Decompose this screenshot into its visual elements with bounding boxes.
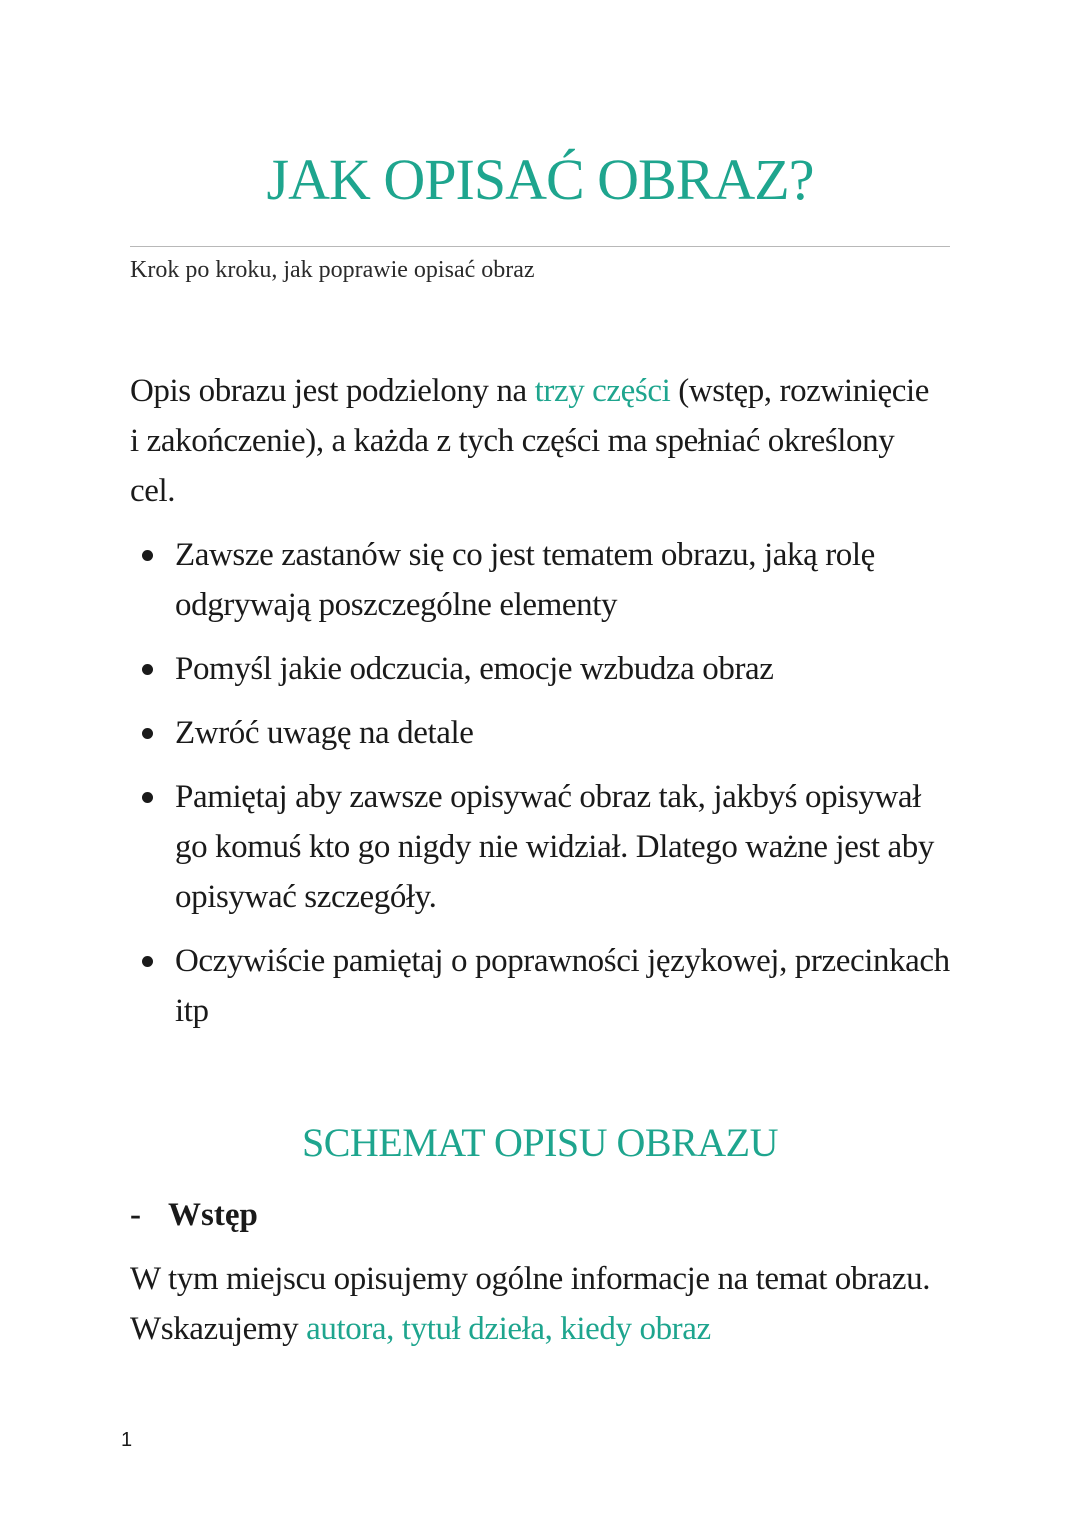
page-subtitle: Krok po kroku, jak poprawie opisać obraz	[130, 257, 535, 283]
list-item	[130, 644, 950, 694]
bullet-icon	[142, 550, 153, 561]
subsection-heading	[130, 1190, 258, 1240]
title-divider	[130, 246, 950, 247]
page-title: JAK OPISAĆ OBRAZ?	[266, 147, 814, 212]
section-title: SCHEMAT OPISU OBRAZU	[301, 1120, 778, 1165]
list-item	[130, 708, 950, 758]
wstep-highlight: autora, tytuł dzieła, kiedy obraz	[306, 1311, 711, 1347]
tip-text: Zawsze zastanów się co jest tematem obrazu, jaką rolę odgrywają poszczególne elementy	[175, 537, 875, 623]
subsection-heading-text: Wstęp	[168, 1197, 258, 1233]
tips-list	[130, 530, 950, 1050]
tip-text: Oczywiście pamiętaj o poprawności językowej, przecinkach itp	[175, 943, 950, 1029]
bullet-icon	[142, 728, 153, 739]
bullet-icon	[142, 792, 153, 803]
tip-text: Pomyśl jakie odczucia, emocje wzbudza obraz	[175, 651, 774, 687]
wstep-paragraph	[130, 1254, 950, 1354]
tip-text: Pamiętaj aby zawsze opisywać obraz tak, jakbyś opisywał go komuś kto go nigdy nie widział. Dlatego ważne jest aby opisywać szczegóły.	[175, 779, 934, 915]
list-item	[130, 936, 950, 1036]
page-number: 1	[121, 1429, 133, 1451]
dash-marker: -	[130, 1197, 141, 1233]
bullet-icon	[142, 956, 153, 967]
bullet-icon	[142, 664, 153, 675]
intro-highlight: trzy części	[534, 373, 671, 409]
tip-text: Zwróć uwagę na detale	[175, 715, 474, 751]
intro-text-start: Opis obrazu jest podzielony na	[130, 373, 535, 409]
intro-text-end: (wstęp, rozwinięcie i zakończenie), a każda z tych części ma spełniać określony cel.	[130, 373, 930, 509]
wstep-text: W tym miejscu opisujemy ogólne informacje na temat obrazu. Wskazujemy	[130, 1261, 931, 1347]
list-item	[130, 530, 950, 630]
intro-paragraph	[130, 366, 930, 516]
list-item	[130, 772, 950, 922]
